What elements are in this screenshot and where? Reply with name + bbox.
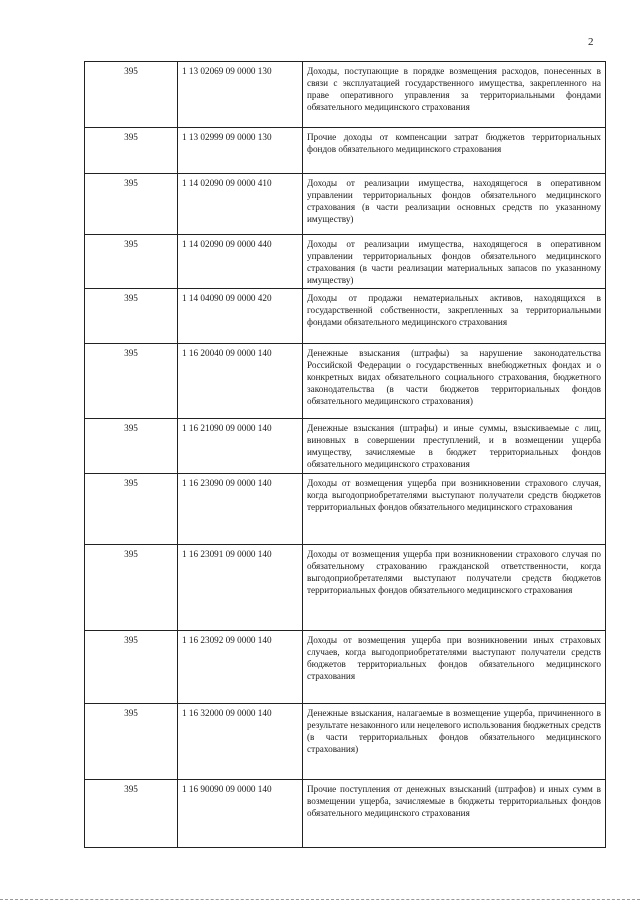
table-row [85,545,606,631]
admin-code-cell: 395 [85,174,178,235]
revenue-name-cell: Доходы от реализации имущества, находящегося в оперативном управлении территориальных фондов обязательного медицинского страхования (в части реализации материальных запасов по указанному имуществу) [303,235,606,289]
admin-code-cell: 395 [85,62,178,128]
budget-code-cell: 1 16 32000 09 0000 140 [178,704,303,780]
budget-code-cell: 1 16 20040 09 0000 140 [178,344,303,419]
table-row [85,174,606,235]
revenue-name-cell: Денежные взыскания (штрафы) и иные суммы, взыскиваемые с лиц, виновных в совершении преступлений, и в возмещении ущерба имуществу, зачисляемые в бюджет территориальных фондов обязательного медицинского страхования [303,419,606,474]
table-row [85,128,606,174]
revenue-name-cell: Доходы от возмещения ущерба при возникновении иных страховых случаев, когда выгодоприобретателями выступают получатели средств бюджетов территориальных фондов обязательного медицинского страхования [303,631,606,704]
table-row [85,474,606,545]
budget-code-cell: 1 13 02999 09 0000 130 [178,128,303,174]
revenue-codes-table [84,61,606,848]
revenue-name-cell: Доходы от возмещения ущерба при возникновении страхового случая по обязательному страхованию гражданской ответственности, когда выгодоприобретателями выступают получатели средств бюджетов территориальных фондов обязательного медицинского страхования [303,545,606,631]
revenue-name-cell: Доходы, поступающие в порядке возмещения расходов, понесенных в связи с эксплуатацией государственного имущества, закрепленного на праве оперативного управления за территориальными фондами обязательного медицинского страхования [303,62,606,128]
budget-code-cell: 1 16 23092 09 0000 140 [178,631,303,704]
budget-code-cell: 1 14 02090 09 0000 410 [178,174,303,235]
revenue-name-cell: Прочие доходы от компенсации затрат бюджетов территориальных фондов обязательного медицинского страхования [303,128,606,174]
budget-code-cell: 1 16 21090 09 0000 140 [178,419,303,474]
table-row [85,62,606,128]
budget-code-cell: 1 14 04090 09 0000 420 [178,289,303,344]
admin-code-cell: 395 [85,344,178,419]
admin-code-cell: 395 [85,631,178,704]
table-row [85,235,606,289]
table-row [85,419,606,474]
budget-code-cell: 1 14 02090 09 0000 440 [178,235,303,289]
table-row [85,344,606,419]
revenue-name-cell: Денежные взыскания, налагаемые в возмещение ущерба, причиненного в результате незаконного или нецелевого использования бюджетных средств (в части территориальных фондов обязательного медицинского страхования) [303,704,606,780]
revenue-name-cell: Денежные взыскания (штрафы) за нарушение законодательства Российской Федерации о государственных внебюджетных фондах и о конкретных видах обязательного социального страхования, бюджетного законодательства (в части бюджетов территориальных фондов обязательного медицинского страхования) [303,344,606,419]
admin-code-cell: 395 [85,235,178,289]
admin-code-cell: 395 [85,545,178,631]
admin-code-cell: 395 [85,780,178,848]
page-number: 2 [588,36,594,48]
admin-code-cell: 395 [85,704,178,780]
budget-code-cell: 1 16 23090 09 0000 140 [178,474,303,545]
revenue-name-cell: Доходы от реализации имущества, находящегося в оперативном управлении территориальных фондов обязательного медицинского страхования (в части реализации основных средств по указанному имуществу) [303,174,606,235]
table-row [85,780,606,848]
revenue-name-cell: Доходы от возмещения ущерба при возникновении страхового случая, когда выгодоприобретателями выступают получатели средств бюджетов территориальных фондов обязательного медицинского страхования [303,474,606,545]
budget-code-cell: 1 13 02069 09 0000 130 [178,62,303,128]
budget-code-cell: 1 16 23091 09 0000 140 [178,545,303,631]
page-bottom-divider [0,899,640,900]
admin-code-cell: 395 [85,474,178,545]
admin-code-cell: 395 [85,289,178,344]
revenue-name-cell: Прочие поступления от денежных взысканий (штрафов) и иных сумм в возмещении ущерба, зачисляемые в бюджеты территориальных фондов обязательного медицинского страхования [303,780,606,848]
admin-code-cell: 395 [85,419,178,474]
budget-code-cell: 1 16 90090 09 0000 140 [178,780,303,848]
table-row [85,704,606,780]
table-row [85,289,606,344]
admin-code-cell: 395 [85,128,178,174]
revenue-name-cell: Доходы от продажи нематериальных активов, находящихся в государственной собственности, закрепленных за территориальными фондами обязательного медицинского страхования [303,289,606,344]
table-row [85,631,606,704]
